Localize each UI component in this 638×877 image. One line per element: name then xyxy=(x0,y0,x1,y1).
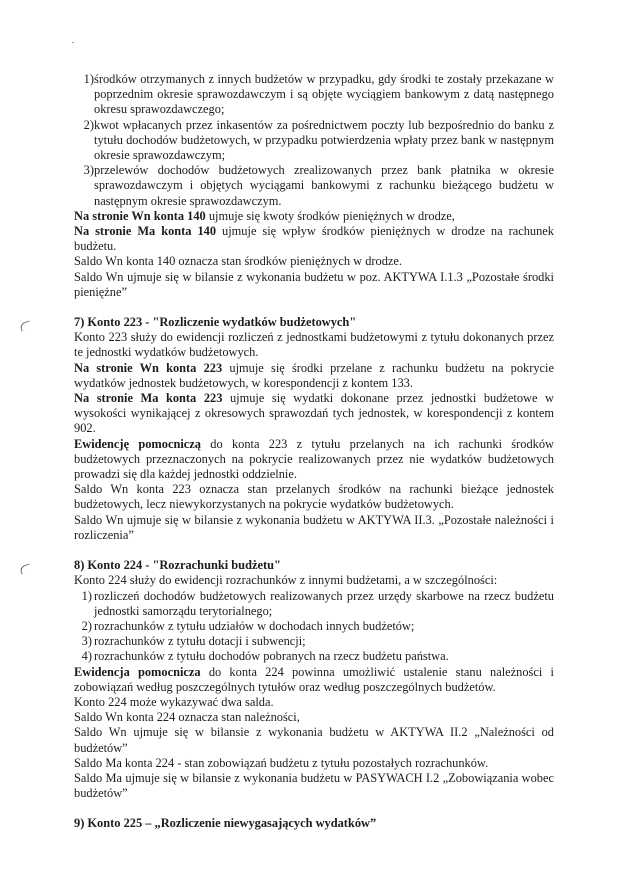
paragraph xyxy=(74,391,554,437)
paragraph-text: do konta 223 z tytułu przelanych na ich rachunki środków budżetowych przeznaczonych na pokrycie realizowanych przez nie wydatków budżetowych prowadzi się dla każdej jednostki oddzielnie. xyxy=(74,436,554,482)
list-number: 1) xyxy=(83,72,94,86)
section-heading: 9) Konto 225 – „Rozliczenie niewygasających wydatków” xyxy=(74,816,377,831)
list-item xyxy=(74,649,554,664)
list-item xyxy=(74,163,554,209)
paragraph xyxy=(74,361,554,391)
paragraph-text: ujmuje się kwoty środków pieniężnych w drodze, xyxy=(205,208,455,223)
list-item xyxy=(74,72,554,118)
paragraph: Saldo Wn konta 223 oznacza stan przelanych środków na rachunki bieżące jednostek budżetowych, lecz niewykorzystanych na pokrycie wydatków budżetowych. xyxy=(74,482,554,512)
konto-224-list xyxy=(74,589,554,665)
bold-phrase: Ewidencja pomocnicza xyxy=(74,664,201,679)
paragraph: Saldo Wn ujmuje się w bilansie z wykonania budżetu w AKTYWA II.2 „Należności od budżetów” xyxy=(74,725,554,755)
paragraph: Saldo Wn konta 224 oznacza stan należności, xyxy=(74,710,300,725)
paragraph-text: do konta 224 powinna umożliwić ustalenie stanu należności i zobowiązań według poszczególnych tytułów oraz według poszczególnych budżetów. xyxy=(74,664,554,694)
list-item xyxy=(74,589,554,619)
section-heading: 8) Konto 224 - "Rozrachunki budżetu" xyxy=(74,558,281,573)
list-number: 3) xyxy=(83,163,94,178)
list-text: rozrachunków z tytułu dotacji i subwencji; xyxy=(94,634,306,649)
paragraph: Konto 224 może wykazywać dwa salda. xyxy=(74,694,274,709)
konto-140-list xyxy=(74,72,554,209)
list-text: kwot wpłacanych przez inkasentów za pośrednictwem poczty lub bezpośrednio do banku z tytułu dochodów budżetowych, w przypadku potwierdzenia wpłaty przez bank w następnym okresie sprawozdawczym; xyxy=(94,117,554,163)
list-number: 2) xyxy=(81,618,92,633)
section-heading: 7) Konto 223 - "Rozliczenie wydatków budżetowych" xyxy=(74,315,357,330)
list-item xyxy=(74,619,554,634)
scan-speck xyxy=(72,42,74,43)
list-text: przelewów dochodów budżetowych zrealizowanych przez bank płatnika w okresie sprawozdawczym i objętych wyciągami bankowymi z rachunku bieżącego budżetu w następnym okresie sprawozdawczym. xyxy=(94,163,554,208)
bold-phrase: Na stronie Wn konta 223 xyxy=(74,360,223,375)
paragraph xyxy=(74,437,554,483)
scan-margin-mark xyxy=(19,563,32,574)
paragraph: Saldo Ma ujmuje się w bilansie z wykonania budżetu w PASYWACH I.2 „Zobowiązania wobec budżetów” xyxy=(74,770,554,801)
list-text: rozrachunków z tytułu udziałów w dochodach innych budżetów; xyxy=(94,618,415,633)
paragraph xyxy=(74,209,554,224)
bold-phrase: Na stronie Ma konta 223 xyxy=(74,391,223,406)
paragraph: Saldo Wn ujmuje się w bilansie z wykonania budżetu w AKTYWA II.3. „Pozostałe należności i rozliczenia” xyxy=(74,512,554,542)
bold-phrase: Na stronie Ma konta 140 xyxy=(74,224,217,239)
list-item xyxy=(74,118,554,164)
paragraph-text: ujmuje się wydatki dokonane przez jednostki budżetowe w wysokości wynikającej z okresowych sprawozdań tych jednostek, w korespondencji z kontem 902. xyxy=(74,391,555,436)
list-number: 1) xyxy=(81,588,92,603)
bold-phrase: Na stronie Wn konta 140 xyxy=(74,208,206,223)
list-item xyxy=(74,634,554,649)
paragraph xyxy=(74,665,554,695)
list-number: 3) xyxy=(81,634,92,649)
paragraph: Saldo Wn konta 140 oznacza stan środków pieniężnych w drodze. xyxy=(74,254,403,269)
paragraph-text: ujmuje się środki przelane z rachunku budżetu na pokrycie wydatków jednostek budżetowych, w korespondencji z kontem 133. xyxy=(74,360,555,390)
scan-margin-mark xyxy=(19,320,32,331)
paragraph-text: ujmuje się wpływ środków pieniężnych w drodze na rachunek budżetu. xyxy=(74,224,554,254)
document-body xyxy=(74,72,554,832)
bold-phrase: Ewidencję pomocniczą xyxy=(74,436,201,451)
list-number: 4) xyxy=(81,649,92,664)
paragraph: Saldo Ma konta 224 - stan zobowiązań budżetu z tytułu pozostałych rozrachunków. xyxy=(74,755,489,770)
paragraph: Saldo Wn ujmuje się w bilansie z wykonania budżetu w poz. AKTYWA I.1.3 „Pozostałe środki pieniężne” xyxy=(74,269,554,299)
paragraph: Konto 224 służy do ewidencji rozrachunków z innymi budżetami, a w szczególności: xyxy=(74,573,498,588)
list-text: środków otrzymanych z innych budżetów w przypadku, gdy środki te zostały przekazane w poprzednim okresie sprawozdawczym i są objęte wyciągiem bankowym z datą następnego okresu sprawozdawczego; xyxy=(94,72,554,117)
list-text: rozrachunków z tytułu dochodów pobranych na rzecz budżetu państwa. xyxy=(94,649,449,664)
paragraph xyxy=(74,224,554,254)
list-text: rozliczeń dochodów budżetowych realizowanych przez urzędy skarbowe na rzecz budżetu jednostki samorządu terytorialnego; xyxy=(94,588,554,618)
list-number: 2) xyxy=(83,117,94,132)
paragraph: Konto 223 służy do ewidencji rozliczeń z jednostkami budżetowymi z tytułu dokonanych przez te jednostki wydatków budżetowych. xyxy=(74,330,554,360)
